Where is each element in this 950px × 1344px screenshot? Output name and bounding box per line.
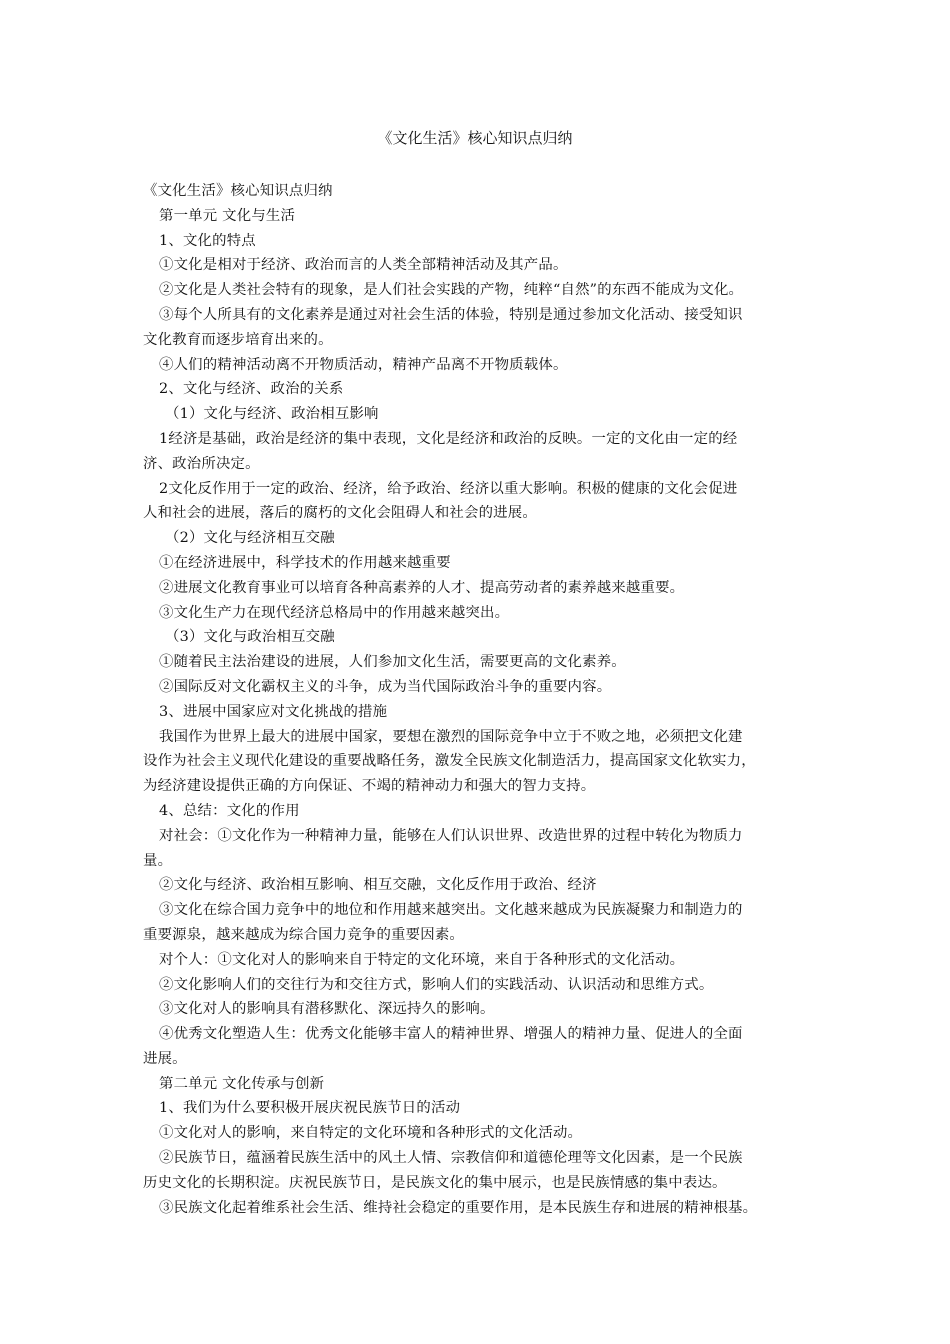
- text-line: 我国作为世界上最大的进展中国家，要想在激烈的国际竞争中立于不败之地，必须把文化建: [159, 728, 743, 745]
- text-line: 重要源泉，越来越成为综合国力竞争的重要因素。: [143, 926, 464, 943]
- text-line: ③文化在综合国力竞争中的地位和作用越来越突出。文化越来越成为民族凝聚力和制造力的: [159, 902, 743, 919]
- text-line: 为经济建设提供正确的方向保证、不竭的精神动力和强大的智力支持。: [143, 778, 596, 795]
- text-line: ④优秀文化塑造人生：优秀文化能够丰富人的精神世界、增强人的精神力量、促进人的全面: [159, 1026, 743, 1043]
- text-line: （3）文化与政治相互交融: [165, 629, 335, 646]
- text-line: 1经济是基础，政治是经济的集中表现，文化是经济和政治的反映。一定的文化由一定的经: [159, 430, 738, 447]
- text-line: 文化教育而逐步培育出来的。: [143, 331, 333, 348]
- text-line: ③民族文化起着维系社会生活、维持社会稳定的重要作用，是本民族生存和进展的精神根基。: [159, 1199, 758, 1216]
- text-line: 2文化反作用于一定的政治、经济，给予政治、经济以重大影响。积极的健康的文化会促进: [159, 480, 738, 497]
- text-line: 3、进展中国家应对文化挑战的措施: [159, 703, 388, 720]
- text-line: ③文化对人的影响具有潜移默化、深远持久的影响。: [159, 1001, 495, 1018]
- text-line: 1、文化的特点: [159, 232, 256, 249]
- text-line: ②文化与经济、政治相互影响、相互交融，文化反作用于政治、经济: [159, 877, 597, 894]
- text-line: 对社会：①文化作为一种精神力量，能够在人们认识世界、改造世界的过程中转化为物质力: [159, 827, 743, 844]
- text-line: ②文化影响人们的交往行为和交往方式，影响人们的实践活动、认识活动和思维方式。: [159, 976, 714, 993]
- text-line: （1）文化与经济、政治相互影响: [165, 406, 379, 423]
- text-line: ①文化对人的影响，来自特定的文化环境和各种形式的文化活动。: [159, 1125, 583, 1142]
- text-line: ①在经济进展中，科学技术的作用越来越重要: [159, 554, 451, 571]
- text-line: ③每个人所具有的文化素养是通过对社会生活的体验，特别是通过参加文化活动、接受知识: [159, 306, 743, 323]
- text-line: ①随着民主法治建设的进展，人们参加文化生活，需要更高的文化素养。: [159, 654, 626, 671]
- text-line: 设作为社会主义现代化建设的重要战略任务，激发全民族文化制造活力，提高国家文化软实力，: [143, 753, 756, 770]
- text-line: 进展。: [143, 1050, 187, 1067]
- text-line: ③文化生产力在现代经济总格局中的作用越来越突出。: [159, 604, 510, 621]
- text-line: （2）文化与经济相互交融: [165, 530, 335, 547]
- text-line: 济、政治所决定。: [143, 455, 260, 472]
- text-line: 《文化生活》核心知识点归纳: [143, 183, 333, 199]
- text-line: ②进展文化教育事业可以培育各种高素养的人才、提高劳动者的素养越来越重要。: [159, 579, 685, 596]
- text-line: 第一单元 文化与生活: [159, 207, 296, 224]
- document-body: [143, 179, 811, 1220]
- text-line: ②民族节日，蕴涵着民族生活中的风土人情、宗教信仰和道德伦理等文化因素，是一个民族: [159, 1150, 743, 1167]
- text-line: 量。: [143, 852, 173, 869]
- text-line: 第二单元 文化传承与创新: [159, 1075, 325, 1092]
- text-line: ①文化是相对于经济、政治而言的人类全部精神活动及其产品。: [159, 257, 568, 274]
- text-line: ②国际反对文化霸权主义的斗争，成为当代国际政治斗争的重要内容。: [159, 678, 612, 695]
- text-line: ②文化是人类社会特有的现象，是人们社会实践的产物，纯粹“自然”的东西不能成为文化。: [159, 282, 744, 299]
- text-line: 历史文化的长期积淀。庆祝民族节日，是民族文化的集中展示，也是民族情感的集中表达。: [143, 1174, 727, 1191]
- page-title: 《文化生活》核心知识点归纳: [377, 129, 573, 147]
- text-line: 4、总结：文化的作用: [159, 802, 300, 819]
- text-line: 2、文化与经济、政治的关系: [159, 381, 344, 398]
- text-line: 对个人：①文化对人的影响来自于特定的文化环境，来自于各种形式的文化活动。: [159, 951, 685, 968]
- text-line: 1、我们为什么要积极开展庆祝民族节日的活动: [159, 1100, 461, 1117]
- text-line: ④人们的精神活动离不开物质活动，精神产品离不开物质载体。: [159, 356, 568, 373]
- text-line: 人和社会的进展，落后的腐朽的文化会阻碍人和社会的进展。: [143, 505, 537, 522]
